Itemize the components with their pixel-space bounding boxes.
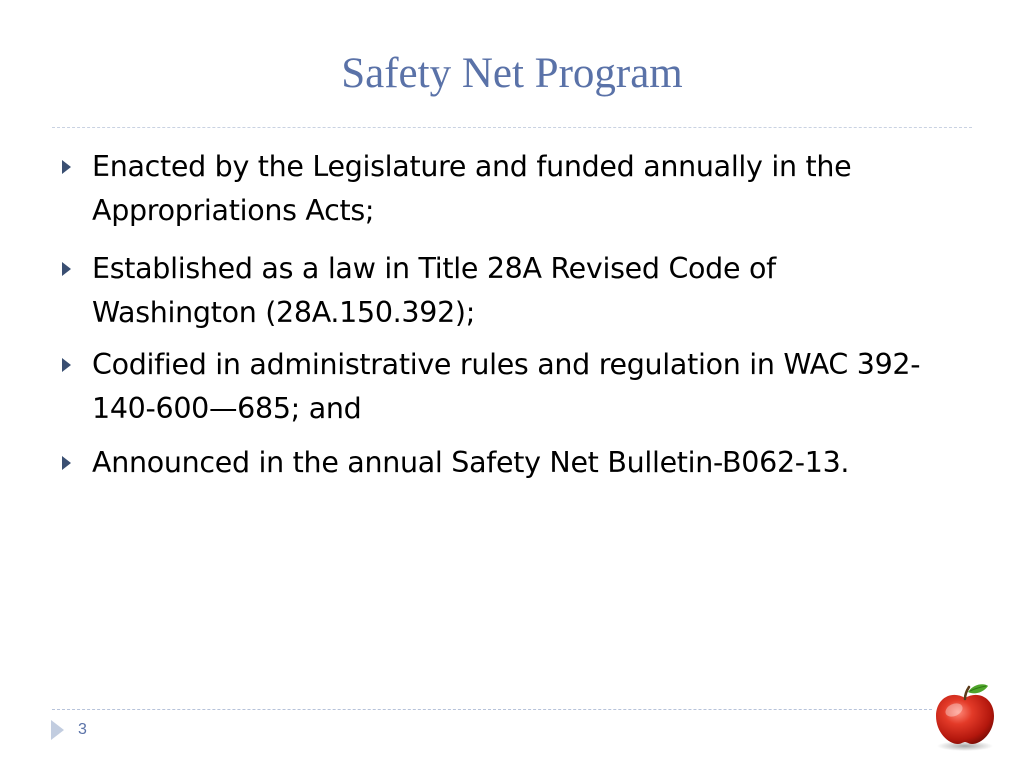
bullet-text: Enacted by the Legislature and funded annually in the Appropriations Acts;: [92, 150, 852, 227]
bullet-arrow-icon: [62, 262, 71, 276]
bullet-text: Codified in administrative rules and regulation in WAC 392-140-600—685; and: [92, 348, 921, 425]
bullet-item: [60, 343, 940, 431]
bullet-arrow-icon: [62, 358, 71, 372]
bullet-item: [60, 441, 940, 485]
bullet-item: [60, 145, 940, 233]
bullet-text: Announced in the annual Safety Net Bulletin-B062-13.: [92, 446, 850, 479]
slide-title: Safety Net Program: [341, 50, 683, 97]
apple-logo-icon: [930, 680, 1000, 752]
page-number: 3: [78, 721, 87, 738]
bullet-arrow-icon: [62, 160, 71, 174]
bullet-arrow-icon: [62, 456, 71, 470]
title-divider: [52, 127, 972, 128]
bullet-list: [60, 145, 940, 485]
footer-divider: [52, 709, 932, 710]
bullet-text: Established as a law in Title 28A Revised Code of Washington (28A.150.392);: [92, 252, 776, 329]
footer-arrow-icon: [51, 720, 64, 740]
bullet-item: [60, 247, 940, 335]
